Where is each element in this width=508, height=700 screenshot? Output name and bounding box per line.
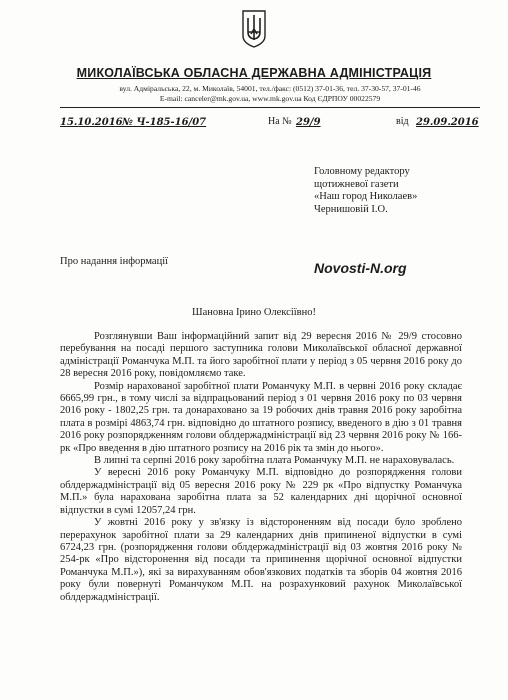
address-line: вул. Адміральська, 22, м. Миколаїв, 54001, тел./факс: (0512) 37-01-36, тел. 37-30-57, 37-01-46 [119, 84, 421, 93]
organization-title: МИКОЛАЇВСЬКА ОБЛАСНА ДЕРЖАВНА АДМІНІСТРАЦІЯ [76, 66, 432, 80]
organization-address [60, 84, 480, 108]
addressee: Головному редактору щотижневої газети «Наш город Николаев» Чернишовій І.О. [314, 166, 418, 215]
watermark-label: Novosti-N.org [314, 260, 407, 276]
letter-body [60, 331, 462, 604]
reply-date: 29.09.2016 [416, 117, 479, 128]
reference-line [60, 116, 480, 132]
salutation: Шановна Ірино Олексіївно! [192, 307, 316, 318]
paragraph-4: У вересні 2016 року Романчуку М.П. відповідно до розпорядження голови облдержадміністрації від 05 вересня 2016 року № 229 рк «Про відпустку Романчука М.П.» була нарахована заробітна плата за 52 календарних дні щорічної основної відпустки в сумі 12057,24 грн. [60, 467, 462, 516]
reply-to-label: На № [268, 116, 292, 127]
paragraph-2: Розмір нарахованої заробітної плати Романчуку М.П. в червні 2016 року складає 6665,99 грн., в тому числі за відпрацьований період з 01 червня 2016 року по 03 червня 2016 року - 1802,25 грн. та донараховано за 19 робочих днів травня 2016 року заробітна плата в розмірі 4863,74 грн. відповідно до штатного розпису, введеного в дію з 01 травня 2016 року розпорядженням голови облдержадміністрації від 23 червня 2016 року № 166-рк «Про введення в дію штатного розпису на 2016 рік та змін до нього». [60, 380, 462, 454]
outgoing-number: № Ч-185-16/07 [122, 117, 207, 128]
coat-of-arms-icon [241, 10, 267, 48]
contacts-line: E-mail: canceler@mk.gov.ua, www.mk.gov.ua Код ЄДРПОУ 00022579 [159, 94, 381, 103]
paragraph-1: Розглянувши Ваш інформаційний запит від 29 вересня 2016 № 29/9 стосовно перебування на посаді першого заступника голови Миколаївської обласної державної адміністрації Романчука М.П. та його заробітної плати у період з 05 червня 2016 року до 28 вересня 2016 року, повідомляємо таке. [60, 331, 462, 380]
reply-date-label: від [396, 116, 409, 127]
paragraph-5: У жовтні 2016 року у зв'язку із відстороненням від посади було зроблено перерахунок заробітної плати за 29 календарних днів припиненої відпустки в сумі 6724,23 грн. (розпорядження голови облдержадміністрації від 03 жовтня 2016 року № 254-рк «Про відсторонення від посади та припинення щорічної основної відпустки Романчука М.П.»), які за вирахуванням обов'язкових податків та зборів 04 жовтня 2016 року були повернуті Романчуком М.П. на розрахунковий рахунок Миколаївської облдержадміністрації. [60, 517, 462, 603]
outgoing-date: 15.10.2016 [60, 117, 123, 128]
paragraph-3: В липні та серпні 2016 року заробітна плата Романчуку М.П. не нараховувалась. [94, 455, 455, 467]
subject: Про надання інформації [60, 256, 169, 267]
reply-to-number: 29/9 [296, 117, 321, 128]
